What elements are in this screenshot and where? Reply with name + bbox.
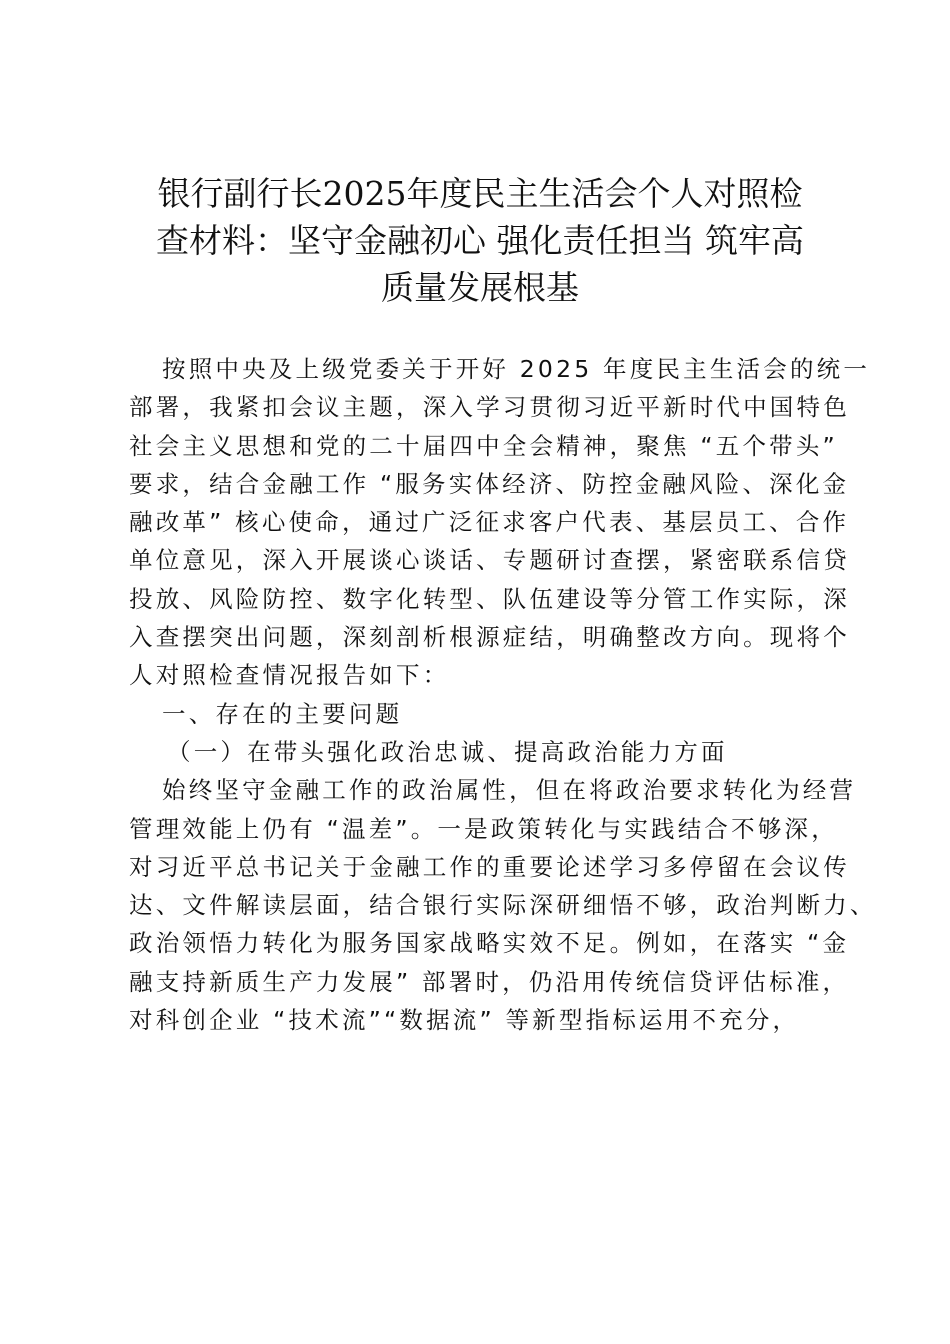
paragraph-line: 融支持新质生产力发展” 部署时，仍沿用传统信贷评估标准， [129,967,850,996]
paragraph-line: 达、文件解读层面，结合银行实际深研细悟不够，政治判断力、 [129,891,877,920]
paragraph-intro-line: 单位意见，深入开展谈心谈话、专题研讨查摆，紧密联系信贷 [129,546,850,575]
title-line-1: 银行副行长2025年度民主生活会个人对照检 [157,174,803,213]
title-line-2: 查材料：坚守金融初心 强化责任担当 筑牢高 [156,221,804,260]
paragraph-line: 对科创企业 “技术流”“数据流” 等新型指标运用不充分， [129,1006,800,1035]
paragraph-line: 政治领悟力转化为服务国家战略实效不足。例如，在落实 “金 [129,929,850,958]
paragraph-intro-line: 人对照检查情况报告如下： [129,661,450,690]
paragraph-intro-line: 社会主义思想和党的二十届四中全会精神，聚焦 “五个带头” [129,431,838,460]
paragraph-intro-line: 要求，结合金融工作 “服务实体经济、防控金融风险、深化金 [129,469,850,498]
paragraph-line: 管理效能上仍有 “温差”。一是政策转化与实践结合不够深， [129,814,838,843]
paragraph-intro-line: 投放、风险防控、数字化转型、队伍建设等分管工作实际，深 [129,584,850,613]
title-line-3: 质量发展根基 [381,268,579,307]
subsection-heading-1: （一）在带头强化政治忠诚、提高政治能力方面 [167,737,728,766]
paragraph-intro-line: 入查摆突出问题，深刻剖析根源症结，明确整改方向。现将个 [129,623,850,652]
section-heading-1: 一、存在的主要问题 [162,699,403,728]
paragraph-line: 始终坚守金融工作的政治属性，但在将政治要求转化为经营 [162,776,857,805]
paragraph-intro-line: 部署，我紧扣会议主题，深入学习贯彻习近平新时代中国特色 [129,393,850,422]
paragraph-intro-line: 融改革” 核心使命，通过广泛征求客户代表、基层员工、合作 [129,508,850,537]
paragraph-line: 对习近平总书记关于金融工作的重要论述学习多停留在会议传 [129,852,850,881]
paragraph-intro-line: 按照中央及上级党委关于开好 2025 年度民主生活会的统一 [162,355,871,383]
document-title [125,170,835,311]
document-body [129,350,877,1039]
